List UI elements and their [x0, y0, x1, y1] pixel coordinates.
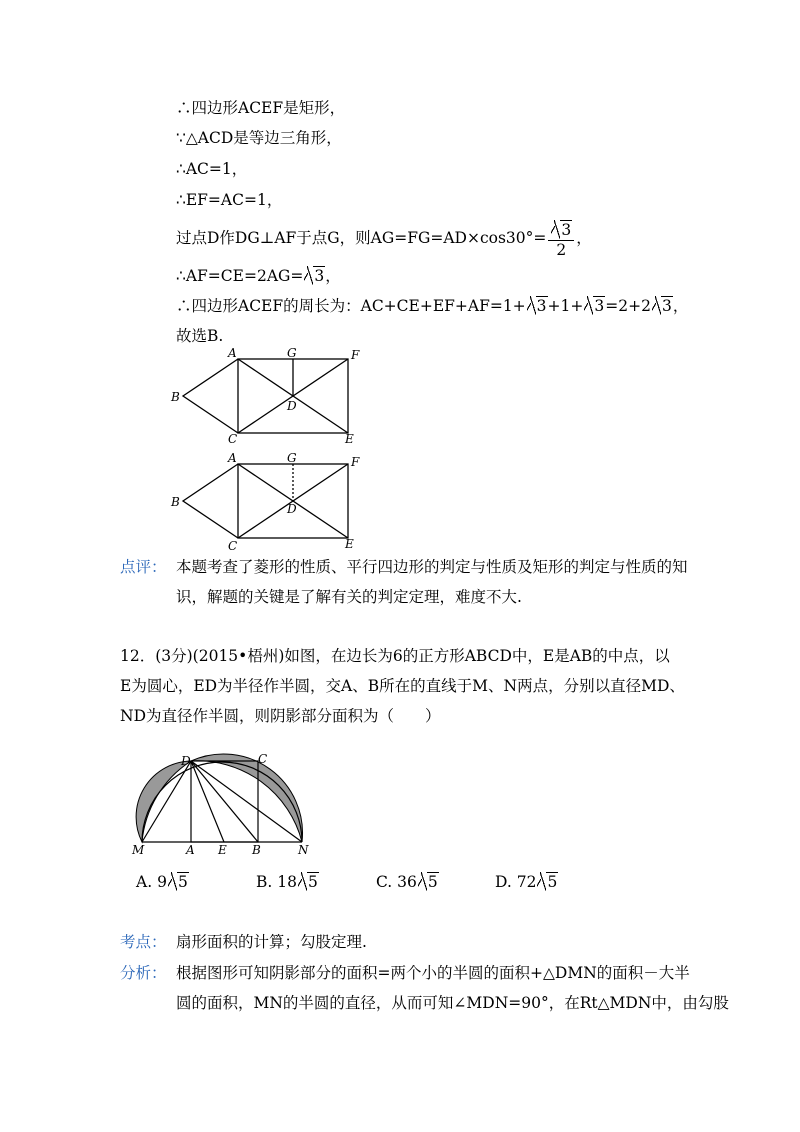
- solution-line-1: ∴四边形ACEF是矩形，: [176, 99, 346, 117]
- label-B: B: [171, 495, 180, 509]
- option-letter: C.: [376, 873, 393, 891]
- option-d: [495, 872, 558, 892]
- comment-label: 点评：: [120, 558, 167, 576]
- solution-line-6-text: ∴AF=CE=2AG=: [176, 267, 304, 285]
- label-A: A: [228, 346, 237, 360]
- sqrt-radicand: 3: [536, 297, 547, 315]
- solution-line-7-b: +1+: [547, 297, 584, 315]
- option-radicand: 5: [427, 873, 438, 891]
- comment-line-1: 本题考查了菱形的性质、平行四边形的判定与性质及矩形的判定与性质的知: [176, 558, 688, 576]
- option-radicand: 5: [177, 873, 188, 891]
- label-D: D: [287, 399, 297, 413]
- geometry-figure-2: [165, 450, 365, 550]
- option-letter: B.: [256, 873, 273, 891]
- question-line-3: ND为直径作半圆，则阴影部分面积为（ ）: [120, 707, 441, 725]
- question-line-1: 12．(3分)(2015•梧州)如图，在边长为6的正方形ABCD中，E是AB的中点，以: [120, 647, 670, 665]
- label-G: G: [287, 451, 297, 465]
- shaded-region-left: [136, 761, 191, 842]
- label-F: F: [351, 455, 360, 469]
- geometry-figure-1: [165, 345, 365, 445]
- solution-line-6: [176, 266, 341, 286]
- label-E: E: [218, 843, 227, 857]
- fenxi-label: 分析：: [120, 964, 167, 982]
- solution-line-7-c: =2+2: [605, 297, 651, 315]
- solution-line-7-d: ，: [672, 297, 689, 315]
- option-c: [376, 872, 439, 892]
- label-C: C: [228, 432, 238, 445]
- option-a: [136, 872, 189, 892]
- label-D: D: [181, 754, 191, 768]
- option-b: [256, 872, 319, 892]
- sqrt-radicand: 3: [661, 297, 672, 315]
- question-line-2: E为圆心，ED为半径作半圆，交A、B所在的直线于M、N两点，分别以直径MD、: [120, 677, 685, 695]
- label-N: N: [298, 843, 309, 857]
- option-letter: D.: [495, 873, 512, 891]
- solution-line-5: [176, 218, 592, 259]
- comment-line-2: 识，解题的关键是了解有关的判定定理，难度不大.: [176, 588, 522, 606]
- solution-line-2: ∵△ACD是等边三角形，: [176, 129, 342, 147]
- label-E: E: [345, 537, 354, 550]
- option-coefficient: 36: [397, 873, 417, 891]
- solution-line-8: 故选B.: [176, 327, 224, 345]
- solution-line-7-a: ∴四边形ACEF的周长为：AC+CE+EF+AF=1+: [176, 297, 526, 315]
- label-E: E: [345, 432, 354, 445]
- label-F: F: [351, 348, 360, 362]
- rhombus-outline: [183, 359, 238, 433]
- sqrt-radicand: 3: [314, 267, 325, 285]
- option-coefficient: 72: [516, 873, 537, 891]
- sqrt-radicand: 3: [594, 297, 605, 315]
- option-letter: A.: [136, 873, 153, 891]
- fenxi-line-2: 圆的面积，MN的半圆的直径，从而可知∠MDN=90°，在Rt△MDN中，由勾股: [176, 994, 729, 1012]
- label-C: C: [258, 752, 268, 766]
- label-A: A: [186, 843, 195, 857]
- solution-line-6-suffix: ，: [325, 267, 341, 285]
- label-M: M: [132, 843, 145, 857]
- geometry-figure-3: [112, 735, 327, 860]
- label-A: A: [228, 451, 237, 465]
- kaodian-text: 扇形面积的计算；勾股定理.: [176, 933, 367, 951]
- solution-line-3: ∴AC=1，: [176, 160, 248, 178]
- fraction-numerator: 3: [561, 220, 572, 239]
- label-B: B: [252, 843, 261, 857]
- fenxi-line-1: 根据图形可知阴影部分的面积=两个小的半圆的面积+△DMN的面积－大半: [176, 964, 690, 982]
- label-D: D: [287, 502, 297, 516]
- label-B: B: [171, 390, 180, 404]
- solution-line-4: ∴EF=AC=1，: [176, 191, 283, 209]
- kaodian-label: 考点：: [120, 933, 167, 951]
- option-coefficient: 9: [157, 873, 167, 891]
- option-radicand: 5: [547, 873, 558, 891]
- solution-line-7: [176, 296, 688, 316]
- option-radicand: 5: [308, 873, 318, 891]
- label-G: G: [287, 346, 297, 360]
- label-C: C: [228, 539, 238, 550]
- rhombus-outline: [183, 464, 238, 538]
- solution-line-5-text: 过点D作DG⊥AF于点G，则AG=FG=AD×cos30°=: [176, 229, 547, 247]
- fraction-sqrt3-over-2: [548, 220, 574, 259]
- solution-line-5-suffix: ，: [576, 229, 592, 247]
- option-coefficient: 18: [277, 873, 297, 891]
- fraction-denominator: 2: [556, 240, 567, 259]
